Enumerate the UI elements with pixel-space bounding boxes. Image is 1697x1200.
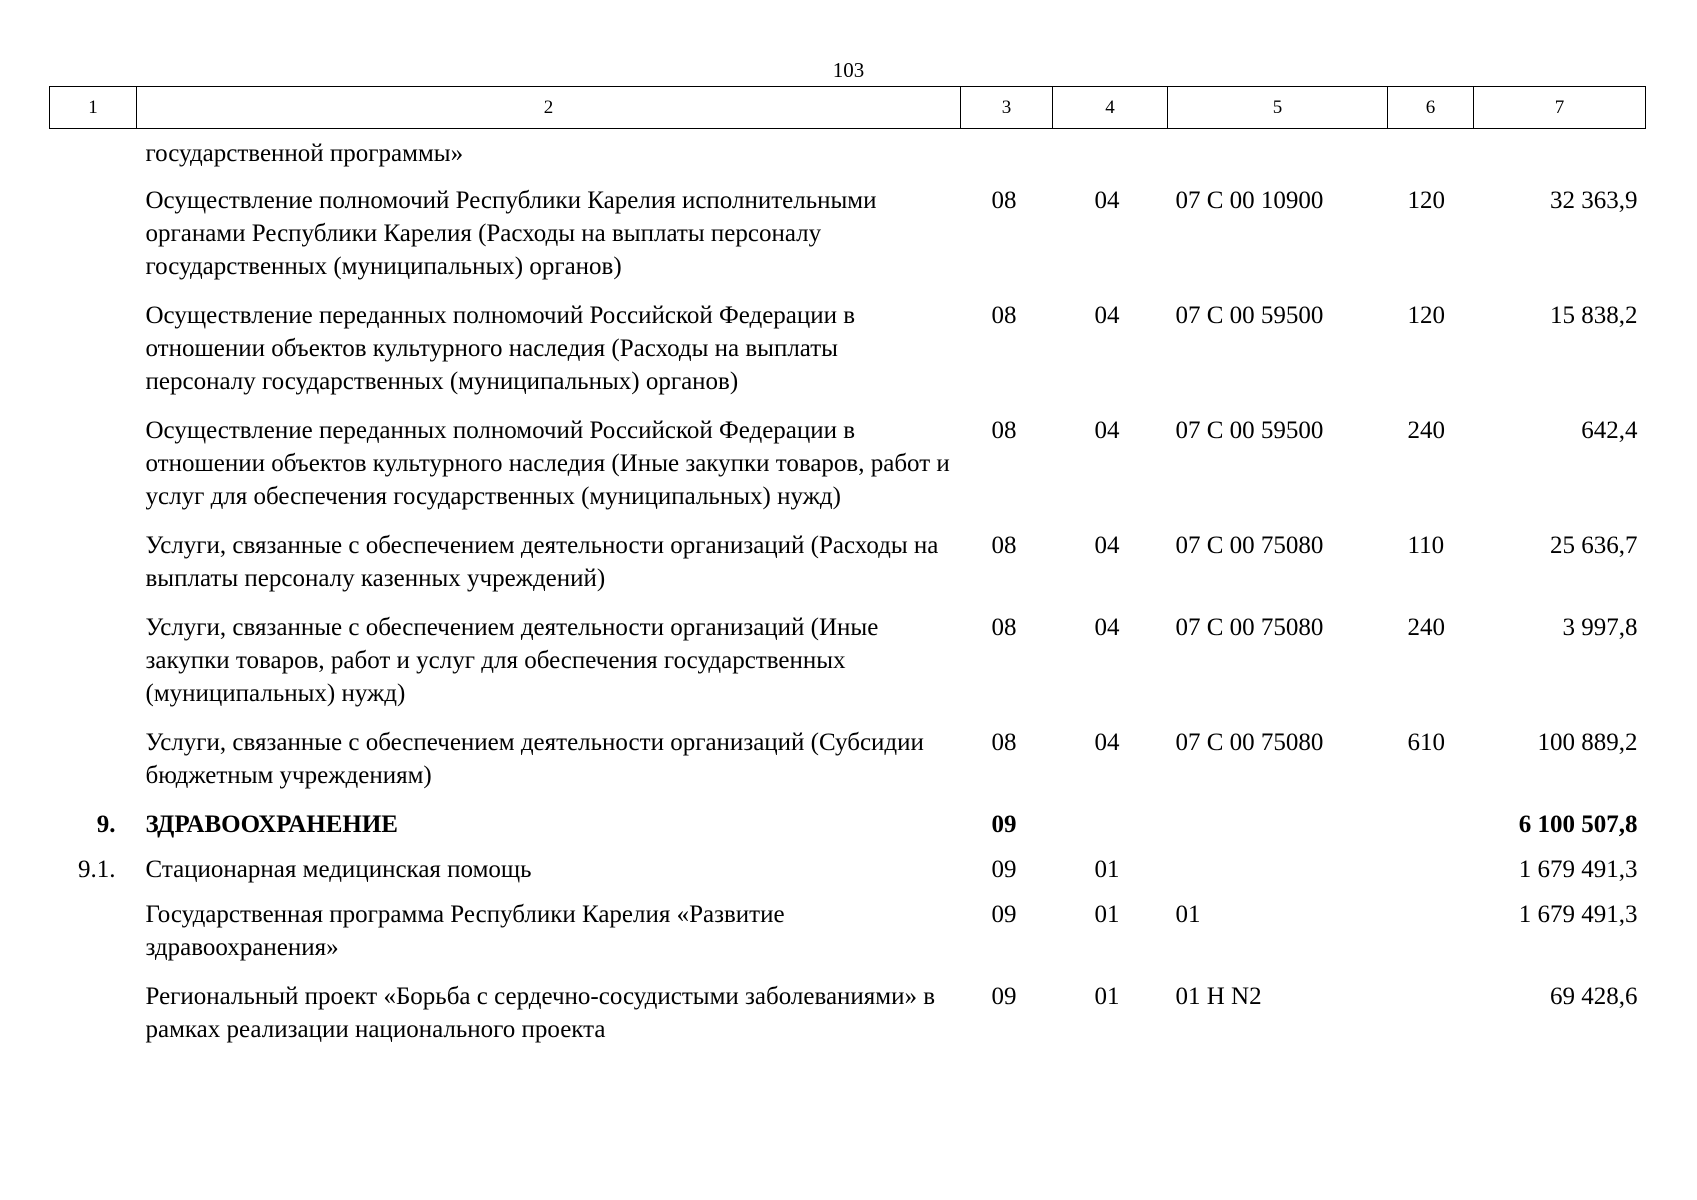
table-row [50,611,1646,726]
budget-table [49,86,1646,1062]
header-col-2: 2 [137,87,961,129]
row-subsection: 04 [1094,302,1120,329]
row-number [50,129,137,185]
row-name: ЗДРАВООХРАНЕНИЕ [145,811,398,838]
row-target-article: 07 С 00 10900 [1175,187,1324,214]
row-amount: 6 100 507,8 [1518,811,1638,838]
row-name: Государственная программа Республики Карелия «Развитие здравоохранения» [145,901,785,961]
row-subsection: 04 [1094,187,1120,214]
row-expense-type: 610 [1407,729,1445,756]
table-row [50,726,1646,808]
row-number [50,414,137,529]
row-expense-type: 240 [1407,417,1445,444]
row-number [50,529,137,611]
header-col-6: 6 [1388,87,1474,129]
row-expense-type [1388,808,1474,853]
row-subsection: 04 [1094,614,1120,641]
row-subsection: 01 [1094,983,1120,1010]
row-amount: 32 363,9 [1550,187,1638,214]
row-name: Осуществление переданных полномочий Российской Федерации в отношении объектов культурного наследия (Расходы на выплаты персоналу государственных (муниципальных) органов) [145,302,856,395]
row-target-article: 07 С 00 75080 [1175,532,1324,559]
row-expense-type [1388,898,1474,980]
row-target-article: 07 С 00 59500 [1175,302,1324,329]
header-col-1: 1 [50,87,137,129]
row-amount: 100 889,2 [1537,729,1638,756]
table-row [50,129,1646,185]
row-section: 09 [991,811,1017,838]
row-name: Услуги, связанные с обеспечением деятельности организаций (Иные закупки товаров, работ и услуг для обеспечения государственных (муниципальных) нужд) [145,614,879,707]
row-section: 08 [991,187,1017,214]
row-section: 09 [991,983,1017,1010]
row-name: государственной программы» [145,140,464,167]
row-number [50,611,137,726]
table-row [50,898,1646,980]
row-section [961,129,1053,185]
row-number [50,980,137,1062]
row-name: Осуществление переданных полномочий Российской Федерации в отношении объектов культурного наследия (Иные закупки товаров, работ и услуг для обеспечения государственных (муниципальных) нужд) [145,417,950,510]
row-amount: 642,4 [1581,417,1638,444]
row-section: 08 [991,729,1017,756]
row-target-article: 07 С 00 75080 [1175,614,1324,641]
row-amount: 69 428,6 [1550,983,1638,1010]
row-target-article: 07 С 00 75080 [1175,729,1324,756]
row-amount: 3 997,8 [1562,614,1638,641]
row-expense-type [1388,980,1474,1062]
row-section: 08 [991,532,1017,559]
table-body [50,129,1646,1063]
row-target-article [1168,853,1388,898]
table-row [50,980,1646,1062]
row-section: 08 [991,302,1017,329]
header-col-3: 3 [961,87,1053,129]
row-amount [1474,129,1646,185]
row-section: 09 [991,856,1017,883]
table-row [50,184,1646,299]
row-subsection: 01 [1094,856,1120,883]
row-amount: 15 838,2 [1550,302,1638,329]
row-name: Услуги, связанные с обеспечением деятельности организаций (Расходы на выплаты персоналу казенных учреждений) [145,532,939,592]
row-amount: 25 636,7 [1550,532,1638,559]
row-name: Услуги, связанные с обеспечением деятельности организаций (Субсидии бюджетным учреждениям) [145,729,924,789]
row-target-article: 01 Н N2 [1175,983,1262,1010]
row-name: Осуществление полномочий Республики Карелия исполнительными органами Республики Карелия (Расходы на выплаты персоналу государственных (муниципальных) органов) [145,187,877,280]
table-header [50,87,1646,129]
table-row [50,414,1646,529]
row-expense-type [1388,129,1474,185]
row-subsection: 04 [1094,532,1120,559]
row-name: Стационарная медицинская помощь [145,856,532,883]
row-name: Региональный проект «Борьба с сердечно-сосудистыми заболеваниями» в рамках реализации национального проекта [145,983,936,1043]
row-number [50,299,137,414]
row-amount: 1 679 491,3 [1518,856,1638,883]
row-expense-type: 120 [1407,302,1445,329]
row-section: 08 [991,417,1017,444]
page-number: 103 [832,58,865,82]
row-subsection: 01 [1094,901,1120,928]
row-expense-type: 110 [1407,532,1445,559]
row-subsection [1053,129,1168,185]
row-target-article [1168,129,1388,185]
row-number [50,726,137,808]
row-target-article [1168,808,1388,853]
row-expense-type: 240 [1407,614,1445,641]
header-col-4: 4 [1053,87,1168,129]
row-number: 9.1. [78,856,116,883]
row-subsection [1053,808,1168,853]
header-col-7: 7 [1474,87,1646,129]
row-target-article: 07 С 00 59500 [1175,417,1324,444]
table-row [50,853,1646,898]
row-target-article: 01 [1175,901,1201,928]
row-subsection: 04 [1094,729,1120,756]
row-subsection: 04 [1094,417,1120,444]
row-section: 09 [991,901,1017,928]
table-row [50,529,1646,611]
header-row [50,87,1646,129]
row-expense-type [1388,853,1474,898]
row-expense-type: 120 [1407,187,1445,214]
row-number: 9. [96,811,116,838]
row-amount: 1 679 491,3 [1518,901,1638,928]
row-number [50,184,137,299]
table-row [50,808,1646,853]
table-row [50,299,1646,414]
header-col-5: 5 [1168,87,1388,129]
row-number [50,898,137,980]
row-section: 08 [991,614,1017,641]
